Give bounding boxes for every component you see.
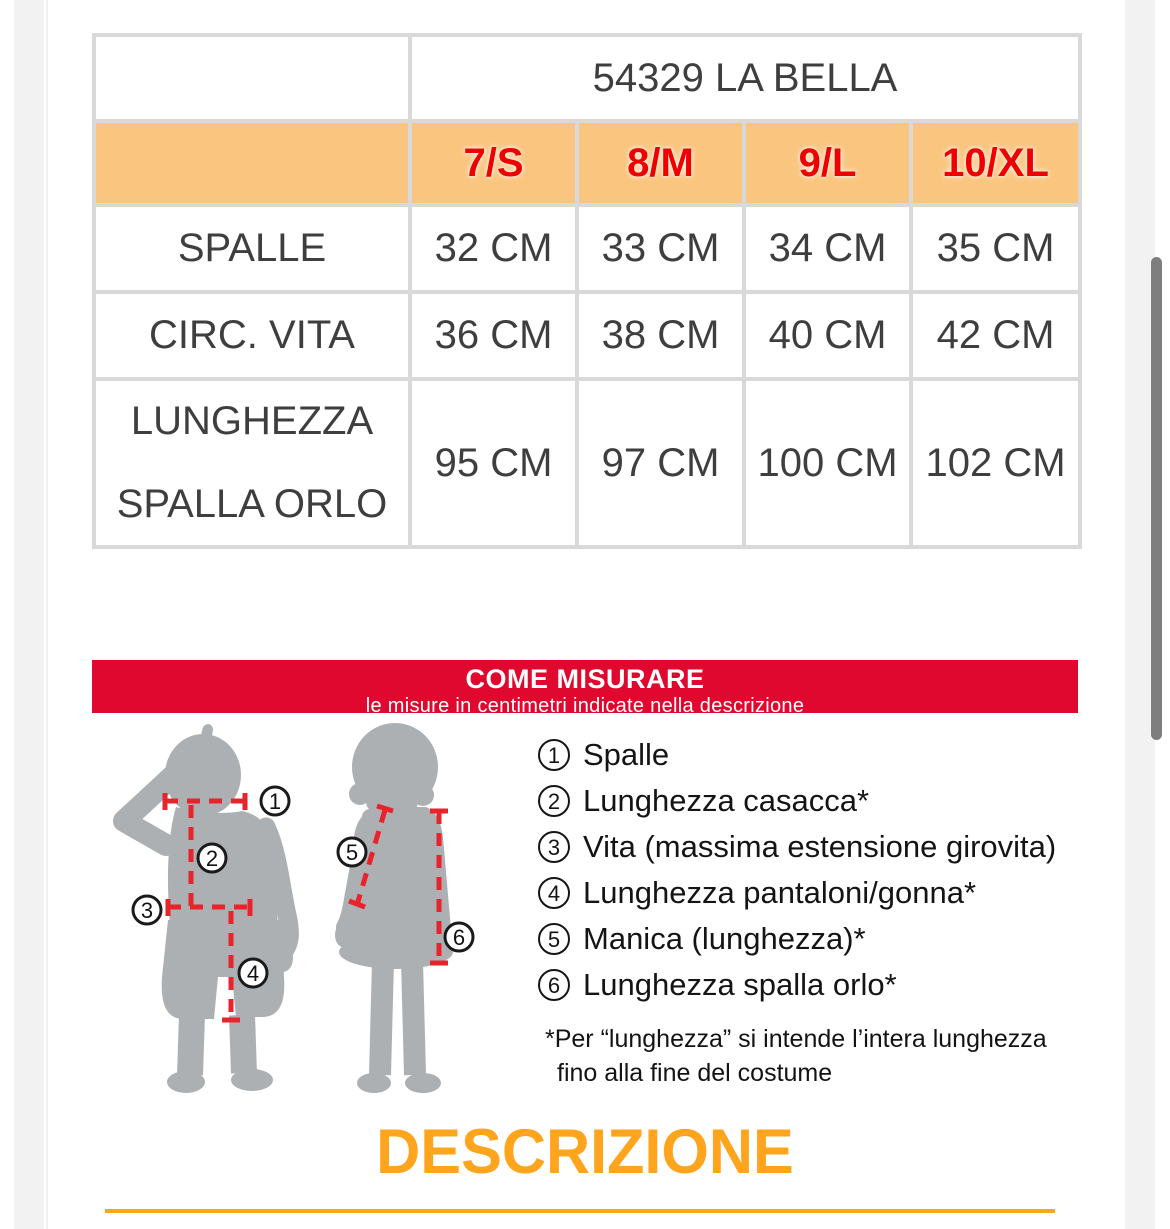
circle-5-icon: 5: [538, 923, 570, 955]
measure-value: 34 CM: [744, 205, 911, 292]
how-to-measure-banner: [92, 660, 1078, 717]
legend-item-1: [538, 738, 1056, 772]
size-chart-table: [92, 33, 1082, 549]
circle-3-icon: 3: [538, 831, 570, 863]
banner-subtitle: le misure in centimetri indicate nella descrizione: [365, 695, 805, 717]
scrollbar-thumb[interactable]: [1151, 257, 1162, 740]
measure-legend: [538, 738, 1056, 1014]
row-label-line: SPALLA ORLO: [116, 482, 388, 526]
measure-value: 38 CM: [577, 292, 744, 379]
row-label: CIRC. VITA: [94, 292, 410, 379]
circle-1-icon: 1: [538, 739, 570, 771]
measure-value: 32 CM: [410, 205, 577, 292]
circle-2-icon: 2: [538, 785, 570, 817]
table-row-spalle: [94, 205, 1080, 292]
measure-value: 100 CM: [744, 379, 911, 547]
table-row-lunghezza-spalla-orlo: [94, 379, 1080, 547]
legend-label: Manica (lunghezza)*: [583, 921, 866, 956]
legend-item-5: [538, 922, 1056, 956]
legend-label: Vita (massima estensione girovita): [583, 829, 1057, 864]
legend-item-2: [538, 784, 1056, 818]
circle-3-number: 3: [140, 898, 154, 923]
page-gutter-left-edge: [46, 0, 48, 1229]
size-header: 10/XL: [911, 121, 1080, 205]
legend-item-6: [538, 968, 1056, 1002]
page-gutter-left: [14, 0, 44, 1229]
measure-value: 102 CM: [911, 379, 1080, 547]
measure-value: 33 CM: [577, 205, 744, 292]
row-label: [94, 379, 410, 547]
measure-value: 42 CM: [911, 292, 1080, 379]
empty-size-label-cell: [94, 121, 410, 205]
product-title: 54329 LA BELLA: [410, 35, 1080, 121]
size-header-row: [94, 121, 1080, 205]
measure-value: 95 CM: [410, 379, 577, 547]
measure-value: 40 CM: [744, 292, 911, 379]
measure-footnote: [545, 1022, 1047, 1090]
legend-item-4: [538, 876, 1056, 910]
product-title-row: [94, 35, 1080, 121]
legend-label: Spalle: [583, 737, 670, 772]
footnote-line: *Per “lunghezza” si intende l’intera lunghezza: [545, 1025, 1047, 1053]
measure-diagram: [90, 715, 530, 1115]
empty-corner-cell: [94, 35, 410, 121]
measure-value: 36 CM: [410, 292, 577, 379]
description-heading: DESCRIZIONE: [376, 1117, 794, 1187]
size-header: 8/M: [577, 121, 744, 205]
legend-label: Lunghezza spalla orlo*: [583, 967, 897, 1002]
measure-value: 97 CM: [577, 379, 744, 547]
row-label: SPALLE: [94, 205, 410, 292]
girl-silhouette-figure: [335, 723, 453, 1093]
description-divider: [105, 1209, 1055, 1213]
circle-2-number: 2: [205, 846, 219, 871]
size-header: 9/L: [744, 121, 911, 205]
measure-value: 35 CM: [911, 205, 1080, 292]
row-label-line: LUNGHEZZA: [130, 399, 374, 443]
footnote-line: fino alla fine del costume: [557, 1059, 833, 1087]
size-header: 7/S: [410, 121, 577, 205]
table-row-circ-vita: [94, 292, 1080, 379]
circle-6-number: 6: [452, 925, 466, 950]
legend-item-3: [538, 830, 1056, 864]
legend-label: Lunghezza pantaloni/gonna*: [583, 875, 977, 910]
banner-title: COME MISURARE: [465, 664, 705, 694]
legend-label: Lunghezza casacca*: [583, 783, 870, 818]
circle-1-number: 1: [268, 789, 282, 814]
circle-6-icon: 6: [538, 969, 570, 1001]
circle-4-number: 4: [246, 961, 260, 986]
circle-4-icon: 4: [538, 877, 570, 909]
circle-5-number: 5: [345, 840, 359, 865]
